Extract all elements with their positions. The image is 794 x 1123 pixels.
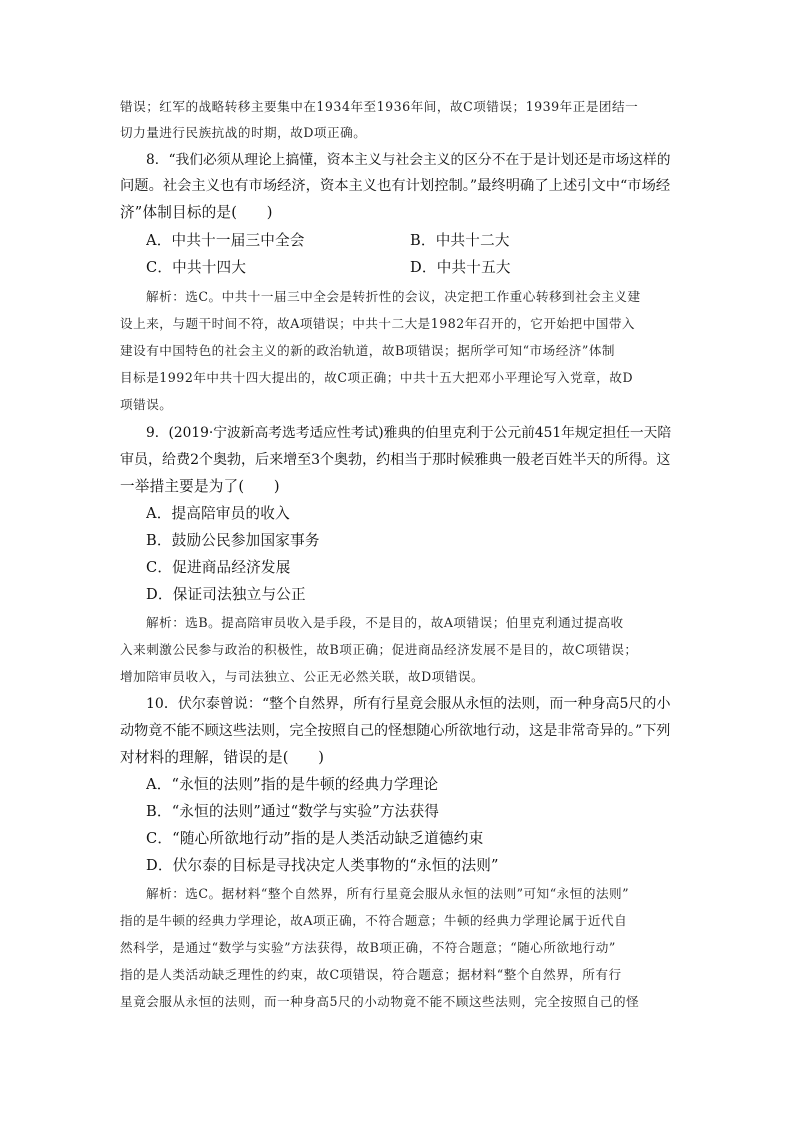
question-8-option-b: B．中共十二大 xyxy=(410,232,510,249)
question-8-stem: 8．“我们必须从理论上搞懂，资本主义与社会主义的区分不在于是计划还是市场这样的 xyxy=(146,152,671,168)
question-8-explanation: 解析：选C。中共十一届三中全会是转折性的会议，决定把工作重心转移到社会主义建 xyxy=(146,289,641,304)
question-10-stem: 对材料的理解，错误的是( ) xyxy=(120,749,325,766)
question-8-stem: 济”体制目标的是( ) xyxy=(120,204,273,221)
explanation-line: 切力量进行民族抗战的时期，故D项正确。 xyxy=(120,125,367,140)
question-8-explanation: 设上来，与题干时间不符，故A项错误；中共十二大是1982年召开的，它开始把中国带入 xyxy=(120,316,636,331)
question-8-option-c: C．中共十四大 xyxy=(146,259,247,276)
question-9-option-c: C．促进商品经济发展 xyxy=(146,559,291,576)
question-10-option-a: A．“永恒的法则”指的是牛顿的经典力学理论 xyxy=(146,776,439,793)
question-9-option-b: B．鼓励公民参加国家事务 xyxy=(146,532,320,549)
question-10-explanation: 星竟会服从永恒的法则，而一种身高5尺的小动物竟不能不顾这些法则，完全按照自己的怪 xyxy=(120,994,640,1009)
explanation-line: 错误；红军的战略转移主要集中在1934年至1936年间，故C项错误；1939年正是团结一 xyxy=(120,99,639,114)
question-8-explanation: 项错误。 xyxy=(120,397,173,412)
question-10-option-c: C．“随心所欲地行动”指的是人类活动缺乏道德约束 xyxy=(146,830,484,847)
question-9-explanation: 增加陪审员收入，与司法独立、公正无必然关联，故D项错误。 xyxy=(120,669,485,684)
question-10-explanation: 指的是牛顿的经典力学理论，故A项正确，不符合题意；牛顿的经典力学理论属于近代自 xyxy=(120,913,628,928)
question-8-explanation: 建设有中国特色的社会主义的新的政治轨道，故B项错误；据所学可知“市场经济”体制 xyxy=(120,343,616,358)
question-9-stem: 9．(2019·宁波新高考选考适应性考试)雅典的伯里克利于公元前451年规定担任一天陪 xyxy=(146,425,672,441)
question-9-stem: 一举措主要是为了( ) xyxy=(120,478,280,495)
question-10-explanation: 解析：选C。据材料“整个自然界，所有行星竟会服从永恒的法则”可知“永恒的法则” xyxy=(146,886,630,901)
question-8-option-a: A．中共十一届三中全会 xyxy=(146,232,305,249)
question-9-explanation: 入来刺激公民参与政治的积极性，故B项正确；促进商品经济发展不是目的，故C项错误； xyxy=(120,642,638,657)
question-9-explanation: 解析：选B。提高陪审员收入是手段，不是目的，故A项错误；伯里克利通过提高收 xyxy=(146,615,624,630)
question-9-stem: 审员，给费2个奥勃，后来增至3个奥勃，约相当于那时候雅典一般老百姓半天的所得。这 xyxy=(120,452,671,468)
question-8-option-d: D．中共十五大 xyxy=(410,259,511,276)
question-10-option-d: D．伏尔泰的目标是寻找决定人类事物的“永恒的法则” xyxy=(146,857,499,874)
question-9-option-d: D．保证司法独立与公正 xyxy=(146,586,306,603)
question-10-stem: 动物竟不能不顾这些法则，完全按照自己的怪想随心所欲地行动，这是非常奇异的。”下列 xyxy=(120,723,671,739)
question-10-explanation: 指的是人类活动缺乏理性的约束，故C项错误，符合题意；据材料“整个自然界，所有行 xyxy=(120,967,622,982)
question-8-explanation: 目标是1992年中共十四大提出的，故C项正确；中共十五大把邓小平理论写入党章，故D xyxy=(120,370,634,385)
question-9-option-a: A．提高陪审员的收入 xyxy=(146,505,290,522)
question-10-option-b: B．“永恒的法则”通过“数学与实验”方法获得 xyxy=(146,803,440,820)
question-8-stem: 问题。社会主义也有市场经济，资本主义也有计划控制。”最终明确了上述引文中“市场经 xyxy=(120,178,671,194)
question-10-explanation: 然科学，是通过“数学与实验”方法获得，故B项正确，不符合题意；“随心所欲地行动” xyxy=(120,940,616,955)
question-10-stem: 10．伏尔泰曾说：“整个自然界，所有行星竟会服从永恒的法则，而一种身高5尺的小 xyxy=(146,696,671,712)
